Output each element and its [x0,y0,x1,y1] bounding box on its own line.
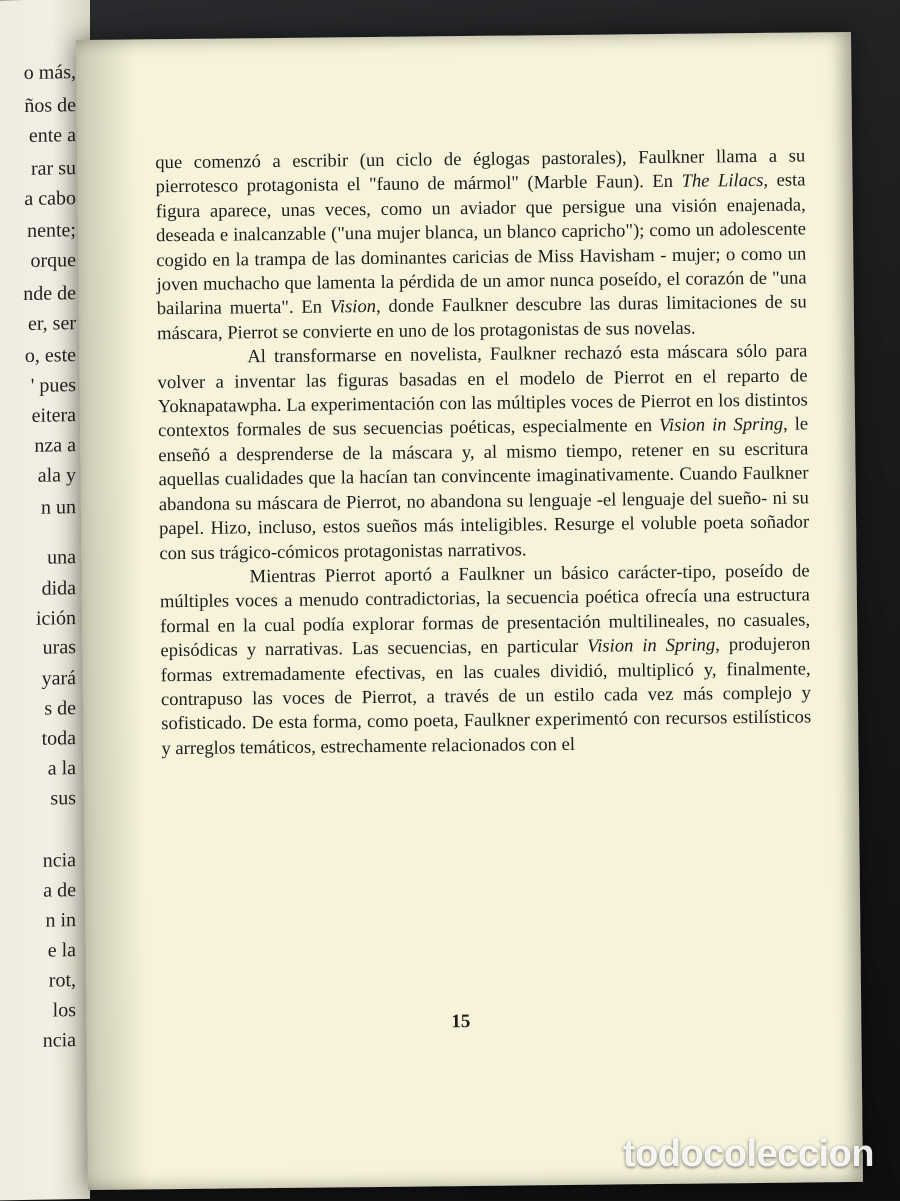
paragraph-1: que comenzó a escribir (un ciclo de églogas pastorales), Faulkner llama a su pierrotesco protagonista el "fauno de mármol" (Marble Faun). En The Lilacs, esta figura aparece, unas veces, como un aviador que persigue una visión enajenada, deseada e inalcanzable ("una mujer blanca, un blanco capricho"); como un adolescente cogido en la trampa de las dominantes caricias de Miss Havisham - mujer; o como un joven muchacho que lamenta la pérdida de un amor nunca poseído, el corazón de "una bailarina muerta". En Vision, donde Faulkner descubre las duras limitaciones de su máscara, Pierrot se convierte en uno de los protagonistas de sus novelas. [155,145,807,345]
left-page-line: uras [42,636,76,659]
title-vision: Vision [329,296,377,318]
left-page-line: nente; [27,219,76,242]
paragraph-3: Mientras Pierrot aportó a Faulkner un básico carácter-tipo, poseído de múltiples voces a menudo contradictorias, la secuencia poética ofrecía una estructura formal en la cual podía explorar formas de presentación multilineales, no casuales, episódicas y narrativas. Las secuencias, en particular Vision in Spring, produjeron formas extremadamente efectivas, en las cuales dividió, multiplicó y, finalmente, contrapuso las voces de Pierrot, a través de un estilo cada vez más complejo y sofisticado. De esta forma, como poeta, Faulkner experimentó con recursos estilísticos y arreglos temáticos, estrechamente relacionados con el [159,560,812,759]
watermark-logo: todocoleccion [622,1133,874,1175]
left-page-line: a cabo [24,187,76,211]
left-page-line: n un [41,496,76,519]
left-page-line: ' pues [30,374,76,397]
title-vision-in-spring: Vision in Spring [658,414,784,437]
left-page-line: e la [47,939,76,962]
paragraph-2: Al transformarse en novelista, Faulkner rechazó esta máscara sólo para volver a inventar las figuras basadas en el modelo de Pierrot en el reparto de Yoknapatawpha. La experimentación con las múltiples voces de Pierrot en los distintos contextos formales de sus secuencias poéticas, especialmente en Vision in Spring, le enseñó a desprenderse de la máscara y, al mismo tiempo, retener en su escritura aquellas cualidades que la hacían tan convincente imaginativamente. Cuando Faulkner abandona su máscara de Pierrot, no abandona su lenguaje -el lenguaje del sueño- ni su papel. Hizo, incluso, estos sueños más inteligibles. Resurge el voluble poeta soñador con sus trágico-cómicos protagonistas narrativos. [157,340,810,564]
left-page-line: orque [30,249,76,272]
left-page-line: o, este [24,344,76,368]
left-page-line: dida [41,577,76,600]
book-page [76,32,863,1190]
title-the-lilacs: The Lilacs [681,170,764,193]
left-page-line: er, ser [27,312,76,335]
left-page-line: rar su [31,157,76,180]
page-body-text [155,144,811,761]
left-page-line: sus [50,787,76,810]
left-page-line: nza a [34,434,76,457]
left-page-line: una [47,546,76,569]
left-page-line: toda [41,727,76,750]
left-page-line: los [52,999,76,1022]
left-page-line: ncia [42,849,76,872]
left-page-line: ños de [24,94,76,118]
left-page-line: a de [43,879,76,902]
left-page-line: ición [36,607,76,630]
left-page-line: ncia [42,1029,76,1052]
left-page-line: n in [45,909,76,932]
left-page-line: yará [41,667,76,690]
left-page-line: ente a [28,124,76,147]
page-number: 15 [451,1011,471,1033]
left-page-line: nde de [23,282,76,306]
left-page-line: ala y [37,464,76,487]
left-page-line: o más, [23,61,76,85]
left-page-line: a la [47,757,76,780]
left-page-line: s de [44,697,76,720]
left-page-line: rot, [48,969,76,992]
left-page-line: eitera [31,404,76,427]
title-vision-in-spring: Vision in Spring [587,634,716,657]
